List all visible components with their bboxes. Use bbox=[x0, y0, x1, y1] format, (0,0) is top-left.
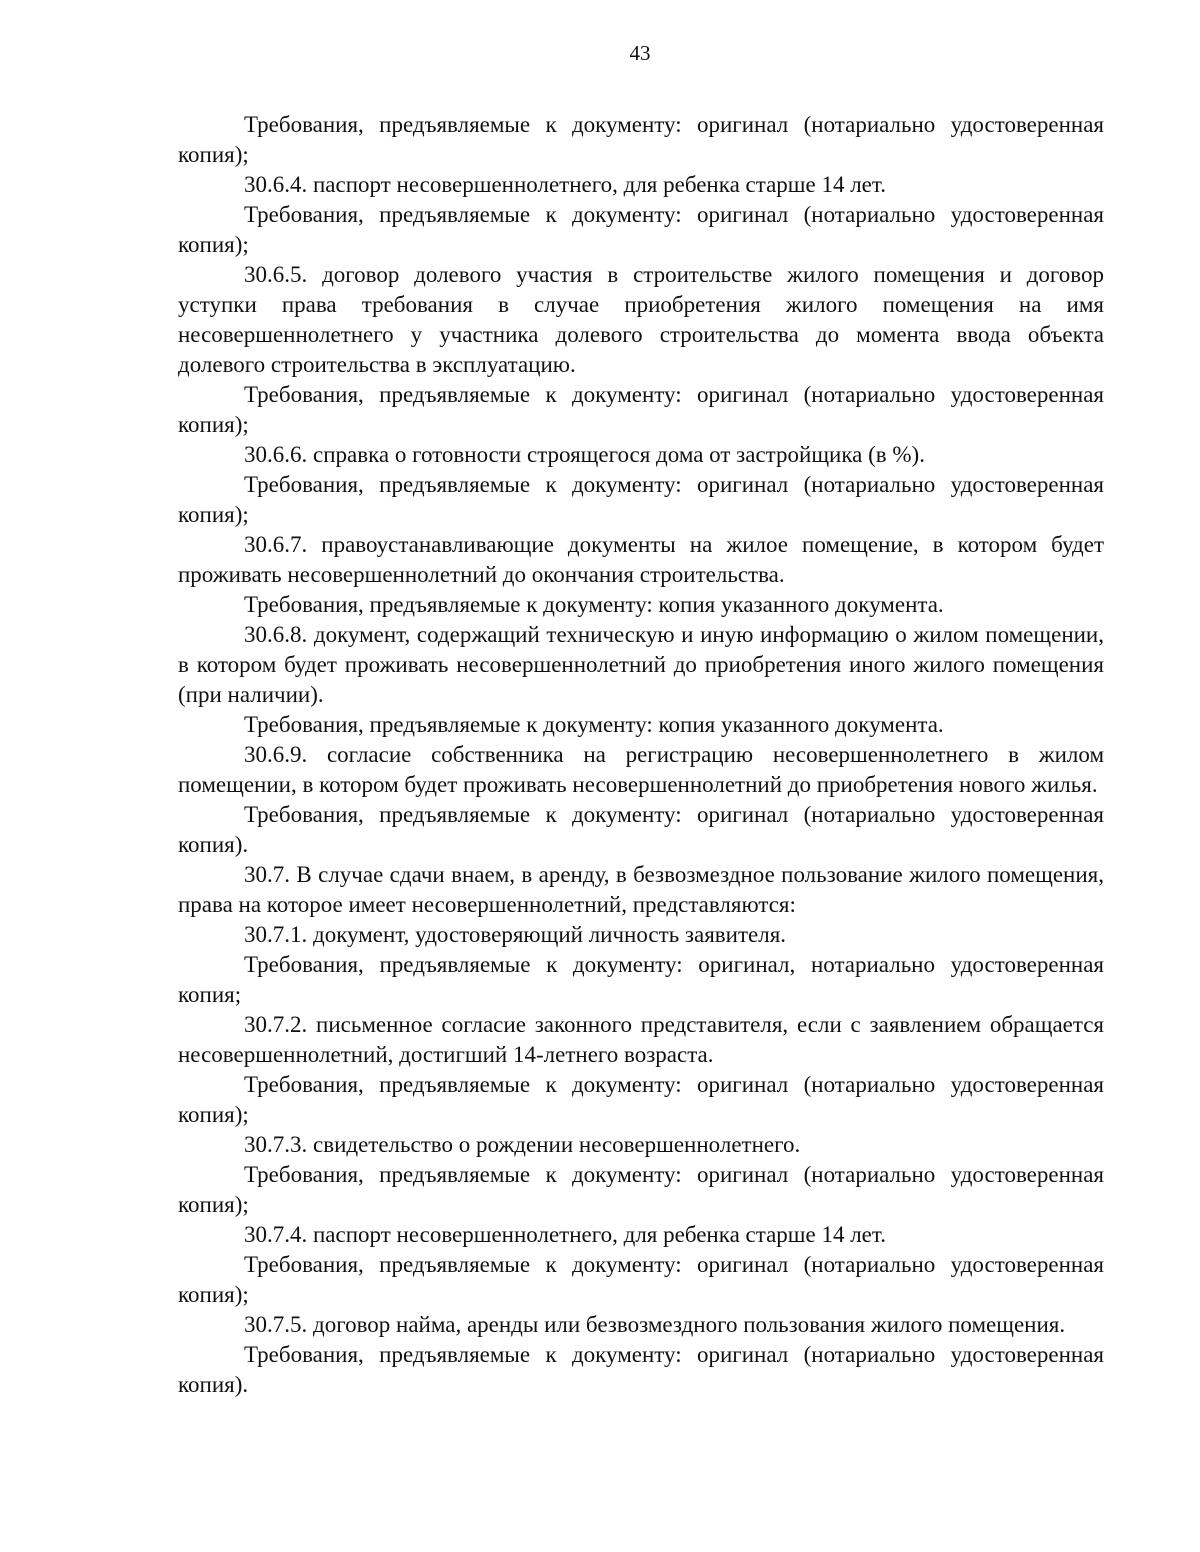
item-30-7-5: 30.7.5. договор найма, аренды или безвозмездного пользования жилого помещения. bbox=[244, 1312, 1066, 1337]
item-30-6-8: 30.6.8. документ, содержащий техническую и иную информацию о жилом помещении, в котором будет проживать несовершеннолетний до приобретения иного жилого помещения (при наличии). bbox=[178, 622, 1104, 707]
requirements-paragraph: Требования, предъявляемые к документу: оригинал, нотариально удостоверенная копия; bbox=[178, 952, 1104, 1007]
requirements-paragraph: Требования, предъявляемые к документу: оригинал (нотариально удостоверенная копия). bbox=[178, 802, 1104, 857]
item-30-6-5: 30.6.5. договор долевого участия в строительстве жилого помещения и договор уступки права требования в случае приобретения жилого помещения на имя несовершеннолетнего у участника долевого строительства до момента ввода объекта долевого строительства в эксплуатацию. bbox=[178, 262, 1104, 377]
item-30-7-1: 30.7.1. документ, удостоверяющий личность заявителя. bbox=[244, 922, 787, 947]
item-30-7-4: 30.7.4. паспорт несовершеннолетнего, для ребенка старше 14 лет. bbox=[244, 1222, 886, 1247]
requirements-paragraph: Требования, предъявляемые к документу: оригинал (нотариально удостоверенная копия); bbox=[178, 1072, 1104, 1127]
page-number: 43 bbox=[629, 41, 651, 65]
requirements-paragraph: Требования, предъявляемые к документу: копия указанного документа. bbox=[244, 712, 944, 737]
item-30-6-4: 30.6.4. паспорт несовершеннолетнего, для ребенка старше 14 лет. bbox=[244, 172, 886, 197]
requirements-paragraph: Требования, предъявляемые к документу: оригинал (нотариально удостоверенная копия); bbox=[178, 382, 1104, 437]
requirements-paragraph: Требования, предъявляемые к документу: оригинал (нотариально удостоверенная копия); bbox=[178, 1252, 1104, 1307]
requirements-paragraph: Требования, предъявляемые к документу: оригинал (нотариально удостоверенная копия); bbox=[178, 202, 1104, 257]
requirements-paragraph: Требования, предъявляемые к документу: оригинал (нотариально удостоверенная копия); bbox=[178, 112, 1104, 167]
requirements-paragraph: Требования, предъявляемые к документу: оригинал (нотариально удостоверенная копия). bbox=[178, 1342, 1104, 1397]
requirements-paragraph: Требования, предъявляемые к документу: оригинал (нотариально удостоверенная копия); bbox=[178, 472, 1104, 527]
document-body bbox=[178, 110, 1104, 1400]
requirements-paragraph: Требования, предъявляемые к документу: копия указанного документа. bbox=[244, 592, 944, 617]
item-30-7-3: 30.7.3. свидетельство о рождении несовершеннолетнего. bbox=[244, 1132, 801, 1157]
requirements-paragraph: Требования, предъявляемые к документу: оригинал (нотариально удостоверенная копия); bbox=[178, 1162, 1104, 1217]
item-30-7: 30.7. В случае сдачи внаем, в аренду, в безвозмездное пользование жилого помещения, права на которое имеет несовершеннолетний, представляются: bbox=[178, 862, 1104, 917]
item-30-7-2: 30.7.2. письменное согласие законного представителя, если с заявлением обращается несовершеннолетний, достигший 14-летнего возраста. bbox=[178, 1012, 1104, 1067]
item-30-6-7: 30.6.7. правоустанавливающие документы на жилое помещение, в котором будет проживать несовершеннолетний до окончания строительства. bbox=[178, 532, 1104, 587]
item-30-6-6: 30.6.6. справка о готовности строящегося дома от застройщика (в %). bbox=[244, 442, 925, 467]
item-30-6-9: 30.6.9. согласие собственника на регистрацию несовершеннолетнего в жилом помещении, в котором будет проживать несовершеннолетний до приобретения нового жилья. bbox=[178, 742, 1104, 797]
